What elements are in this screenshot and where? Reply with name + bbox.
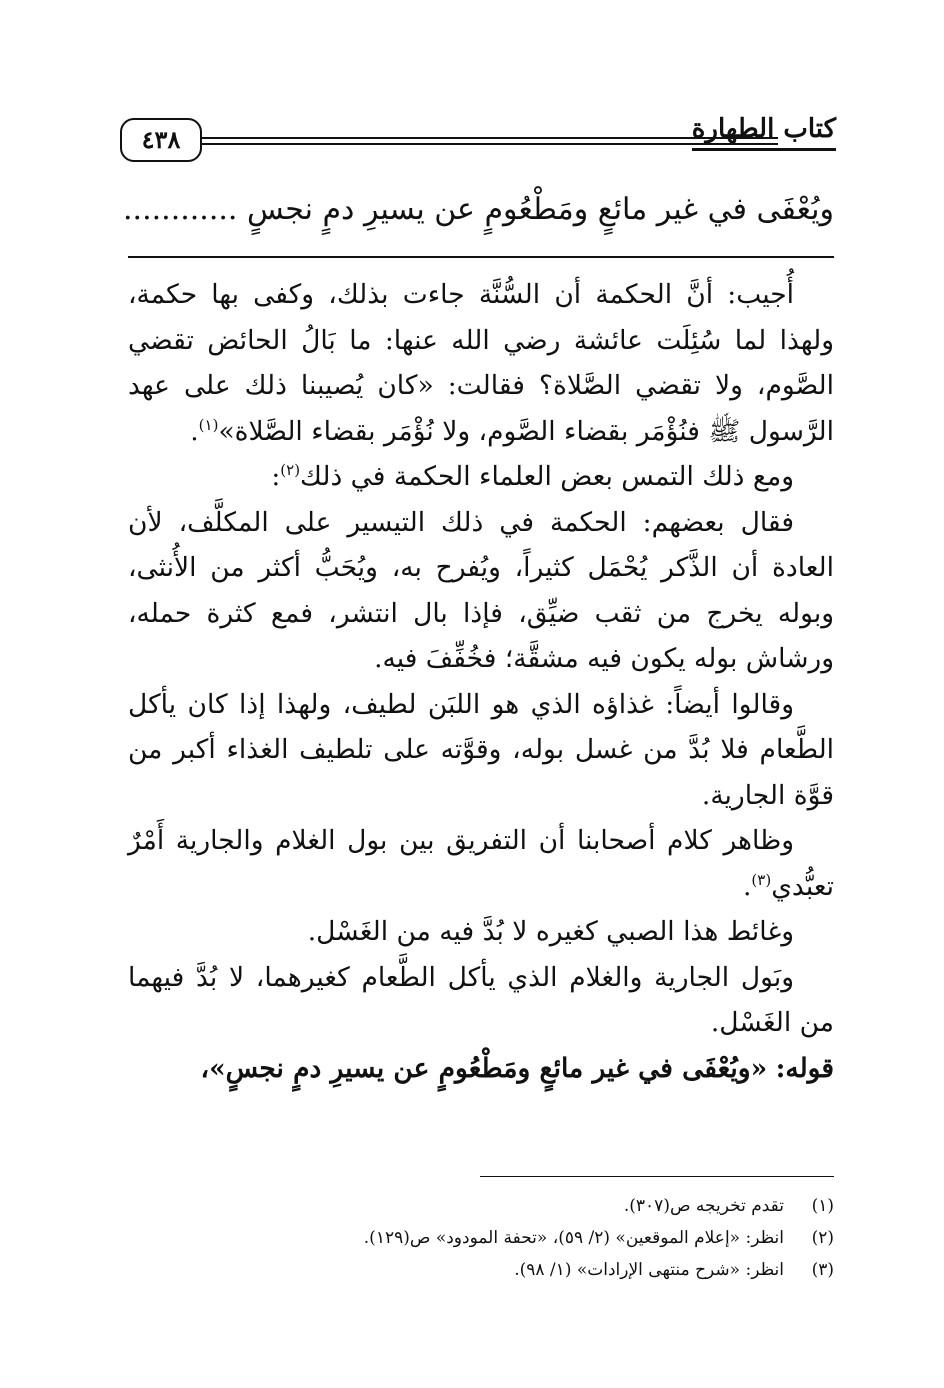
paragraph-6: وغائط هذا الصبي كغيره لا بُدَّ فيه من الغَسْل. (307, 916, 794, 947)
footnote-number: (٣) (811, 1260, 834, 1280)
paragraph-7: وبَول الجارية والغلام الذي يأكل الطَّعام كغيرهما، لا بُدَّ فيهما من الغَسْل. (128, 961, 834, 1038)
page-header (120, 112, 836, 168)
paragraph-end: : (271, 461, 281, 492)
paragraph-3: فقال بعضهم: الحكمة في ذلك التيسير على المكلَّف، لأن العادة أن الذَّكر يُحْمَل كثيراً، ويُفرح به، ويُحَبُّ أكثر من الأُنثى، وبوله يخرج من ثقب ضيِّق، فإذا بال انتشر، فمع كثرة حمله، ورشاش بوله يكون فيه مشقَّة؛ فخُفِّفَ فيه. (128, 506, 834, 674)
paragraph-end: . (190, 415, 199, 447)
page-number: ٤٣٨ (120, 118, 202, 162)
matn-line: ويُعْفَى في غير مائعٍ ومَطْعُومٍ عن يسيرِ دمٍ نجسٍ ............ (123, 192, 834, 227)
footnote-divider (480, 1176, 834, 1177)
page-number-box (120, 118, 828, 158)
footnote-2 (128, 1222, 834, 1254)
footnote-text: انظر: «شرح منتهى الإرادات» (١/ ٩٨). (514, 1260, 784, 1280)
paragraph-5 (128, 818, 834, 909)
paragraph-text: ومع ذلك التمس بعض العلماء الحكمة في ذلك (300, 461, 794, 492)
footnote-number: (١) (811, 1196, 834, 1216)
footnote-ref-2: (٢) (280, 461, 301, 480)
qawl-line (128, 1046, 834, 1092)
paragraph-4: وقالوا أيضاً: غذاؤه الذي هو اللبَن لطيف، ولهذا إذا كان يأكل الطَّعام فلا بُدَّ من غسل بوله، وقوَّته على تلطيف الغذاء أكبر من قوَّة الجارية. (128, 688, 834, 811)
book-title: كتاب الطهارة (692, 112, 836, 151)
footnote-3 (128, 1254, 834, 1286)
qawl-text: «ويُعْفَى في غير مائعٍ ومَطْعُومٍ عن يسيرِ دمٍ نجسٍ»، (200, 1052, 768, 1084)
footnotes (128, 1190, 834, 1286)
paragraph-text: أُجيب: أنَّ الحكمة أن السُّنَّة جاءت بذلك، وكفى بها حكمة، ولهذا لما سُئِلَت عائشة رضي الله عنها: ما بَالُ الحائض تقضي الصَّوم، ولا تقضي الصَّلاة؟ فقالت: «كان يُصيبنا ذلك على عهد الرَّسول ﷺ فنُؤْمَر بقضاء الصَّوم، ولا نُؤْمَر بقضاء الصَّلاة» (128, 279, 834, 447)
matn-divider (128, 256, 834, 258)
footnote-ref-1: (١) (198, 415, 219, 434)
footnote-text: تقدم تخريجه ص(٣٠٧). (623, 1196, 784, 1216)
header-rule-top (200, 137, 778, 139)
footnote-ref-3: (٣) (751, 870, 772, 889)
paragraph-1 (128, 272, 834, 454)
qawl-label: قوله: (775, 1052, 834, 1084)
footnote-number: (٢) (811, 1228, 834, 1248)
footnote-text: انظر: «إعلام الموقعين» (٢/ ٥٩)، «تحفة المودود» ص(١٢٩). (363, 1228, 784, 1248)
header-rule-bottom (200, 143, 778, 145)
paragraph-end: . (742, 870, 752, 902)
main-text (128, 272, 834, 1091)
paragraph-text: وظاهر كلام أصحابنا أن التفريق بين بول الغلام والجارية أَمْرٌ تعبُّدي (128, 825, 834, 902)
paragraph-2 (128, 454, 834, 500)
footnote-1 (128, 1190, 834, 1222)
